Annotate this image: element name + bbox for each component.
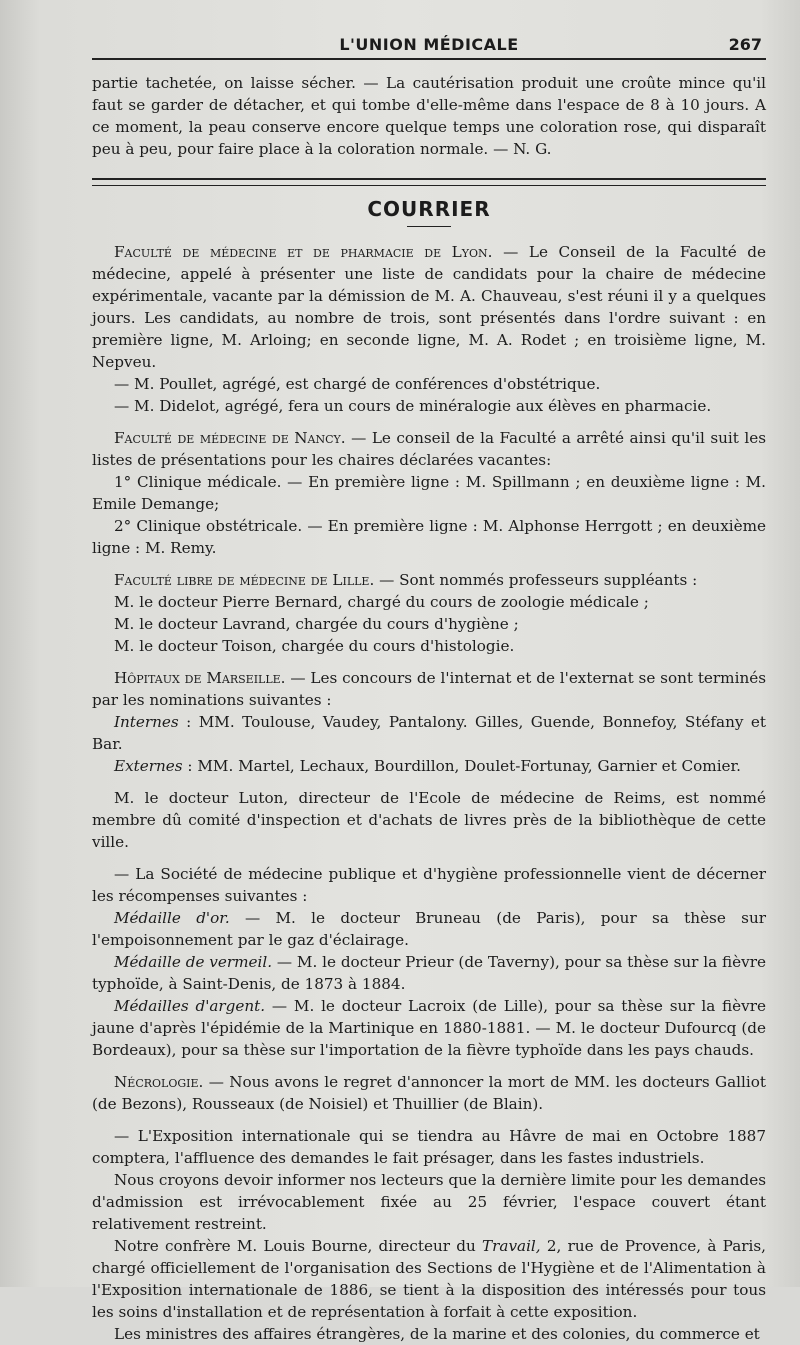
lille-line-3: M. le docteur Toison, chargée du cours d'histologie. [114,637,515,655]
marseille-heading: Hôpitaux de Marseille. [114,669,286,687]
medaille-or-text: — M. le docteur Bruneau (de Paris), pour sa thèse sur l'empoisonnement par le gaz d'éclairage. [92,909,766,949]
exposition-paragraph-1: — L'Exposition internationale qui se tiendra au Hâvre de mai en Octobre 1887 comptera, l'affluence des demandes le fait présager, dans les fastes industriels. [92,1127,766,1167]
marseille-externes [92,755,766,777]
marseille-internes [92,711,766,755]
lyon-poullet: — M. Poullet, agrégé, est chargé de conférences d'obstétrique. [114,375,601,393]
nancy-item-1: 1° Clinique médicale. — En première ligne : M. Spillmann ; en deuxième ligne : M. Emile Demange; [92,473,766,513]
nancy-item-2: 2° Clinique obstétricale. — En première ligne : M. Alphonse Herrgott ; en deuxième ligne : M. Remy. [92,517,766,557]
lille-paragraph [92,569,766,591]
luton-paragraph: M. le docteur Luton, directeur de l'Ecole de médecine de Reims, est nommé membre dû comité d'inspection et d'achats de livres près de la bibliothèque de cette ville. [92,789,766,851]
lyon-didelot: — M. Didelot, agrégé, fera un cours de minéralogie aux élèves en pharmacie. [114,397,712,415]
medaille-or [92,907,766,951]
journal-title: Travail, [482,1237,541,1255]
page-number: 267 [728,35,762,54]
lille-line-2: M. le docteur Lavrand, chargée du cours d'hygiène ; [114,615,519,633]
lille-text: — Sont nommés professeurs suppléants : [374,571,698,589]
running-title: L'UNION MÉDICALE [339,35,519,54]
societe-paragraph: — La Société de médecine publique et d'hygiène professionnelle vient de décerner les récompenses suivantes : [92,865,766,905]
lyon-heading: Faculté de médecine et de pharmacie de Lyon. [114,243,493,261]
lille-line-1: M. le docteur Pierre Bernard, chargé du cours de zoologie médicale ; [114,593,649,611]
necrologie-text: — Nous avons le regret d'annoncer la mort de MM. les docteurs Galliot (de Bezons), Rousseaux (de Noisiel) et Thuillier (de Blain). [92,1073,766,1113]
exposition-p3-start: Notre confrère M. Louis Bourne, directeur du [114,1237,482,1255]
externes-list: : MM. Martel, Lechaux, Bourdillon, Doulet-Fortunay, Garnier et Comier. [182,757,741,775]
exposition-paragraph-4: Les ministres des affaires étrangères, de la marine et des colonies, du commerce et [114,1325,760,1343]
medailles-argent-label: Médailles d'argent. [114,997,266,1015]
exposition-paragraph-2: Nous croyons devoir informer nos lecteurs que la dernière limite pour les demandes d'admission est irrévocablement fixée au 25 février, l'espace couvert étant relativement restreint. [92,1171,766,1233]
lille-heading: Faculté libre de médecine de Lille. [114,571,375,589]
medailles-argent-text: — M. le docteur Lacroix (de Lille), pour sa thèse sur la fièvre jaune d'après l'épidémie de la Martinique en 1880-1881. — M. le docteur Dufourcq (de Bordeaux), pour sa thèse sur l'importation de la fièvre typhoïde dans les pays chauds. [92,997,766,1059]
page-header [92,28,766,60]
medailles-argent [92,995,766,1061]
page-content [92,28,766,1345]
medaille-vermeil-label: Médaille de vermeil. [114,953,273,971]
medaille-vermeil [92,951,766,995]
intro-paragraph: partie tachetée, on laisse sécher. — La cautérisation produit une croûte mince qu'il faut se garder de détacher, et qui tombe d'elle-même dans l'espace de 8 à 10 jours. A ce moment, la peau conserve encore quelque temps une coloration rose, qui disparaît peu à peu, pour faire place à la coloration normale. — N. G. [92,74,766,158]
necrologie-paragraph [92,1071,766,1115]
lyon-text: — Le Conseil de la Faculté de médecine, appelé à présenter une liste de candidats pour la chaire de médecine expérimentale, vacante par la démission de M. A. Chauveau, s'est réuni il y a quelques jours. Les candidats, au nombre de trois, sont présentés dans l'ordre suivant : en première ligne, M. Arloing; en seconde ligne, M. A. Rodet ; en troisième ligne, M. Nepveu. [92,243,766,371]
marseille-text: — Les concours de l'internat et de l'externat se sont terminés par les nominations suivantes : [92,669,767,709]
nancy-text: — Le conseil de la Faculté a arrêté ainsi qu'il suit les listes de présentations pour les chaires déclarées vacantes: [92,429,767,469]
exposition-paragraph-3 [92,1235,766,1323]
internes-list: : MM. Toulouse, Vaudey, Pantalony. Gilles, Guende, Bonnefoy, Stéfany et Bar. [92,713,766,753]
marseille-paragraph [92,667,766,711]
medaille-or-label: Médaille d'or. [114,909,230,927]
double-rule-divider [92,178,766,186]
nancy-paragraph [92,427,766,471]
exposition-p3-end: 2, rue de Provence, à Paris, chargé officiellement de l'organisation des Sections de l'Hygiène et de l'Alimentation à l'Exposition internationale de 1886, se tient à la disposition des intéressés pour tous les soins d'installation et de représentation à forfait à cette exposition. [92,1237,767,1321]
medaille-vermeil-text: — M. le docteur Prieur (de Taverny), pour sa thèse sur la fièvre typhoïde, à Saint-Denis, de 1873 à 1884. [92,953,766,993]
internes-label: Internes [114,713,179,731]
lyon-paragraph [92,241,766,373]
necrologie-heading: Nécrologie. [114,1073,204,1091]
externes-label: Externes [114,757,183,775]
short-rule [407,226,451,227]
nancy-heading: Faculté de médecine de Nancy. [114,429,346,447]
section-title: COURRIER [367,197,491,221]
